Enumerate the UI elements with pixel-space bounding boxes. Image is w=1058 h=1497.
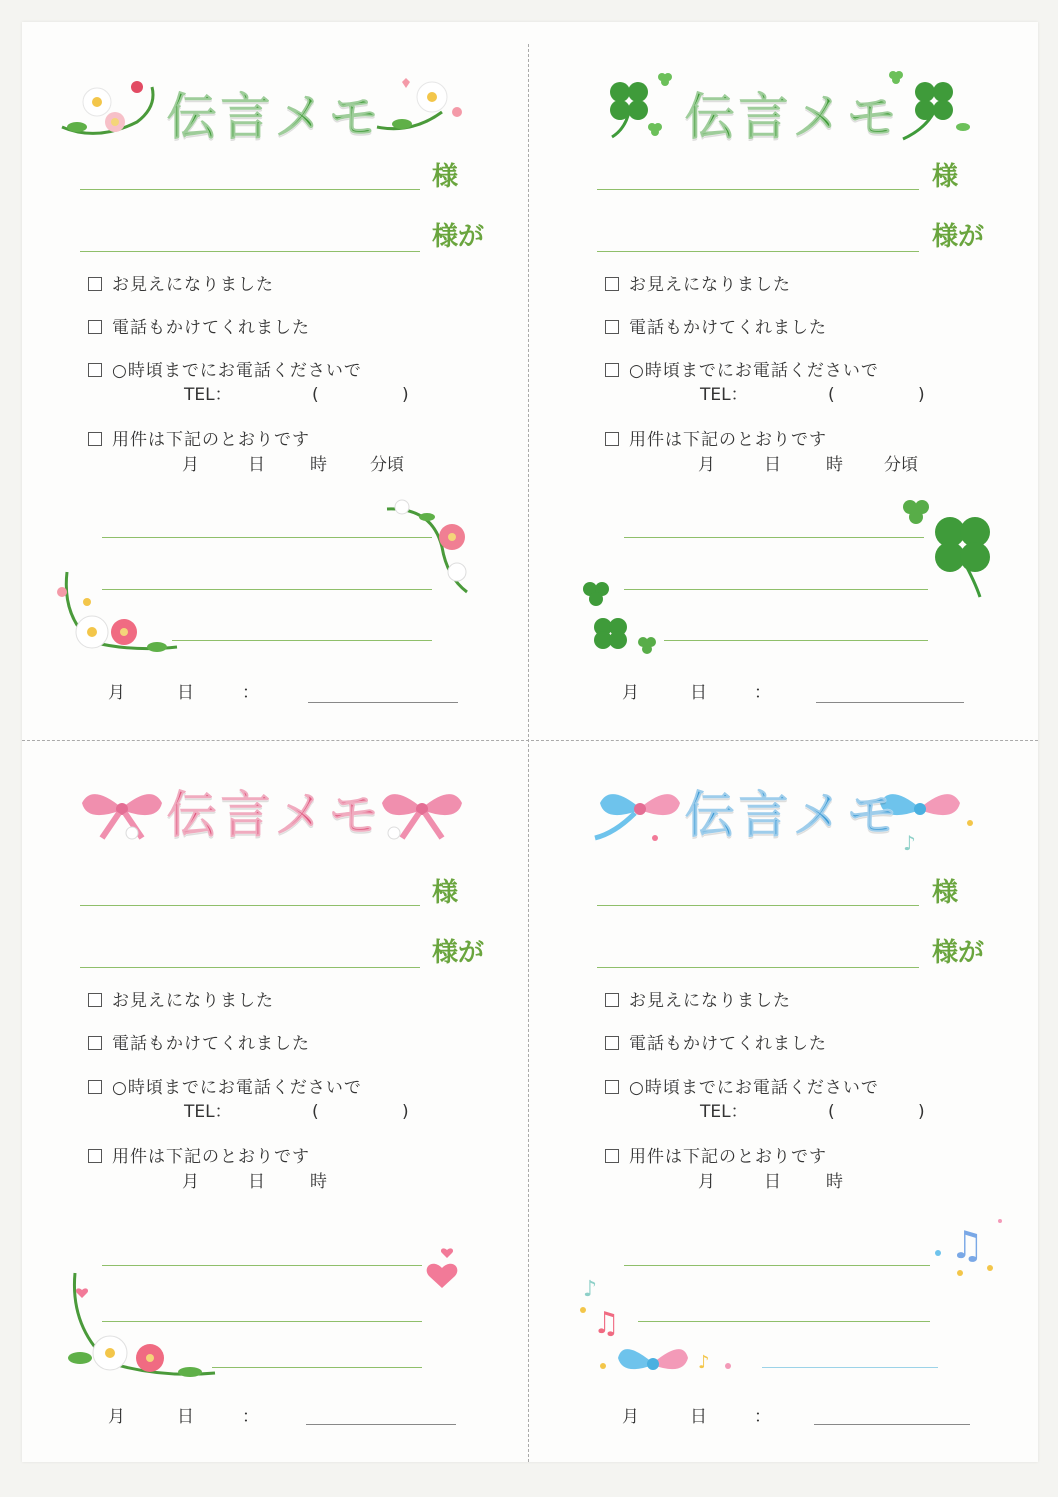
card-title: 伝言メモ: [166, 88, 383, 146]
check-called[interactable]: 電話もかけてくれました: [88, 317, 310, 339]
footer-colon: ：: [242, 683, 259, 703]
recipient-name-line[interactable]: [80, 189, 420, 190]
recipient-name-line[interactable]: [80, 905, 420, 906]
sama-label: 様: [432, 878, 459, 908]
tel-open-paren: (: [312, 385, 319, 405]
checkbox[interactable]: [605, 432, 619, 446]
tel-open-paren: (: [828, 1102, 835, 1122]
hour-label: 時: [826, 1172, 843, 1192]
checkbox[interactable]: [605, 363, 619, 377]
check-visited[interactable]: お見えになりました: [88, 990, 274, 1012]
memo-line[interactable]: [762, 1367, 938, 1368]
samaga-label: 様が: [932, 938, 985, 968]
memo-line[interactable]: [624, 537, 924, 538]
tel-close-paren: ): [402, 1102, 409, 1122]
checkbox[interactable]: [88, 277, 102, 291]
footer-taker-line[interactable]: [306, 1424, 456, 1425]
footer-day-label: 日: [690, 683, 707, 703]
caller-name-line[interactable]: [597, 251, 919, 252]
check-visited[interactable]: お見えになりました: [605, 990, 791, 1012]
checkbox[interactable]: [88, 320, 102, 334]
checkbox[interactable]: [605, 993, 619, 1007]
hour-label: 時: [310, 455, 327, 475]
checkbox[interactable]: [605, 1036, 619, 1050]
minute-label: 分頃: [884, 455, 918, 475]
footer-taker-line[interactable]: [814, 1424, 970, 1425]
day-label: 日: [764, 455, 781, 475]
footer-colon: ：: [754, 683, 771, 703]
footer-month-label: 月: [622, 683, 639, 703]
checkbox[interactable]: [605, 1080, 619, 1094]
card-title: 伝言メモ: [684, 786, 901, 844]
memo-card-clover: [540, 22, 1045, 722]
svg-text:♫: ♫: [950, 1223, 985, 1267]
minute-label: 分頃: [370, 455, 404, 475]
tel-label: TEL：: [700, 385, 748, 405]
check-called[interactable]: 電話もかけてくれました: [88, 1033, 310, 1055]
day-label: 日: [764, 1172, 781, 1192]
tel-close-paren: ): [918, 385, 925, 405]
checkbox[interactable]: [605, 277, 619, 291]
memo-line[interactable]: [664, 640, 928, 641]
checkbox[interactable]: [88, 993, 102, 1007]
check-call-back[interactable]: ○時頃までにお電話くださいで: [88, 1077, 362, 1099]
check-message[interactable]: 用件は下記のとおりです: [605, 429, 827, 451]
memo-card-pink-ribbon: [22, 738, 527, 1438]
checkbox[interactable]: [605, 1149, 619, 1163]
heart-decoration-icon: [417, 1238, 467, 1308]
checkbox[interactable]: [88, 363, 102, 377]
footer-taker-line[interactable]: [816, 702, 964, 703]
check-call-back[interactable]: ○時頃までにお電話くださいで: [88, 360, 362, 382]
svg-text:♪: ♪: [698, 1352, 710, 1373]
hour-label: 時: [826, 455, 843, 475]
footer-day-label: 日: [690, 1407, 707, 1427]
tel-close-paren: ): [402, 385, 409, 405]
tel-close-paren: ): [918, 1102, 925, 1122]
samaga-label: 様が: [432, 222, 485, 252]
footer-colon: ：: [242, 1407, 259, 1427]
tel-label: TEL：: [700, 1102, 748, 1122]
vertical-cut-line: [528, 44, 529, 1462]
check-call-back[interactable]: ○時頃までにお電話くださいで: [605, 360, 879, 382]
card-title: 伝言メモ: [684, 88, 901, 146]
tel-open-paren: (: [828, 385, 835, 405]
caller-name-line[interactable]: [597, 967, 919, 968]
memo-card-flower: [22, 22, 527, 722]
recipient-name-line[interactable]: [597, 189, 919, 190]
month-label: 月: [698, 455, 715, 475]
footer-colon: ：: [754, 1407, 771, 1427]
tel-label: TEL：: [184, 1102, 232, 1122]
memo-line[interactable]: [624, 1265, 930, 1266]
memo-line[interactable]: [624, 589, 928, 590]
checkbox[interactable]: [605, 320, 619, 334]
svg-text:♫: ♫: [593, 1306, 620, 1341]
clover-icon: [895, 492, 1005, 602]
footer-day-label: 日: [177, 683, 194, 703]
day-label: 日: [248, 455, 265, 475]
samaga-label: 様が: [432, 938, 485, 968]
memo-line[interactable]: [212, 1367, 422, 1368]
svg-text:♪: ♪: [583, 1277, 598, 1302]
music-note-icon: [930, 1213, 1010, 1293]
check-message[interactable]: 用件は下記のとおりです: [88, 1146, 310, 1168]
footer-month-label: 月: [108, 1407, 125, 1427]
hour-label: 時: [310, 1172, 327, 1192]
checkbox[interactable]: [88, 1149, 102, 1163]
caller-name-line[interactable]: [80, 251, 420, 252]
recipient-name-line[interactable]: [597, 905, 919, 906]
check-called[interactable]: 電話もかけてくれました: [605, 1033, 827, 1055]
flower-decoration-icon: [52, 567, 182, 657]
check-called[interactable]: 電話もかけてくれました: [605, 317, 827, 339]
caller-name-line[interactable]: [80, 967, 420, 968]
svg-text:♪: ♪: [903, 831, 916, 855]
memo-line[interactable]: [102, 1265, 422, 1266]
checkbox[interactable]: [88, 432, 102, 446]
month-label: 月: [698, 1172, 715, 1192]
samaga-label: 様が: [932, 222, 985, 252]
check-message[interactable]: 用件は下記のとおりです: [88, 429, 310, 451]
footer-day-label: 日: [177, 1407, 194, 1427]
check-visited[interactable]: お見えになりました: [88, 274, 274, 296]
sama-label: 様: [932, 878, 959, 908]
tel-open-paren: (: [312, 1102, 319, 1122]
footer-taker-line[interactable]: [308, 702, 458, 703]
month-label: 月: [182, 455, 199, 475]
clover-icon: [578, 577, 668, 657]
footer-month-label: 月: [108, 683, 125, 703]
music-note-icon: [578, 1268, 748, 1388]
sama-label: 様: [932, 162, 959, 192]
tel-label: TEL：: [184, 385, 232, 405]
card-title: 伝言メモ: [166, 786, 383, 844]
day-label: 日: [248, 1172, 265, 1192]
footer-month-label: 月: [622, 1407, 639, 1427]
flower-decoration-icon: [60, 1268, 220, 1383]
checkbox[interactable]: [88, 1036, 102, 1050]
check-message[interactable]: 用件は下記のとおりです: [605, 1146, 827, 1168]
month-label: 月: [182, 1172, 199, 1192]
memo-card-blue-ribbon: [540, 738, 1045, 1438]
sama-label: 様: [432, 162, 459, 192]
memo-line[interactable]: [172, 640, 432, 641]
check-visited[interactable]: お見えになりました: [605, 274, 791, 296]
flower-decoration-icon: [382, 497, 482, 597]
checkbox[interactable]: [88, 1080, 102, 1094]
check-call-back[interactable]: ○時頃までにお電話くださいで: [605, 1077, 879, 1099]
